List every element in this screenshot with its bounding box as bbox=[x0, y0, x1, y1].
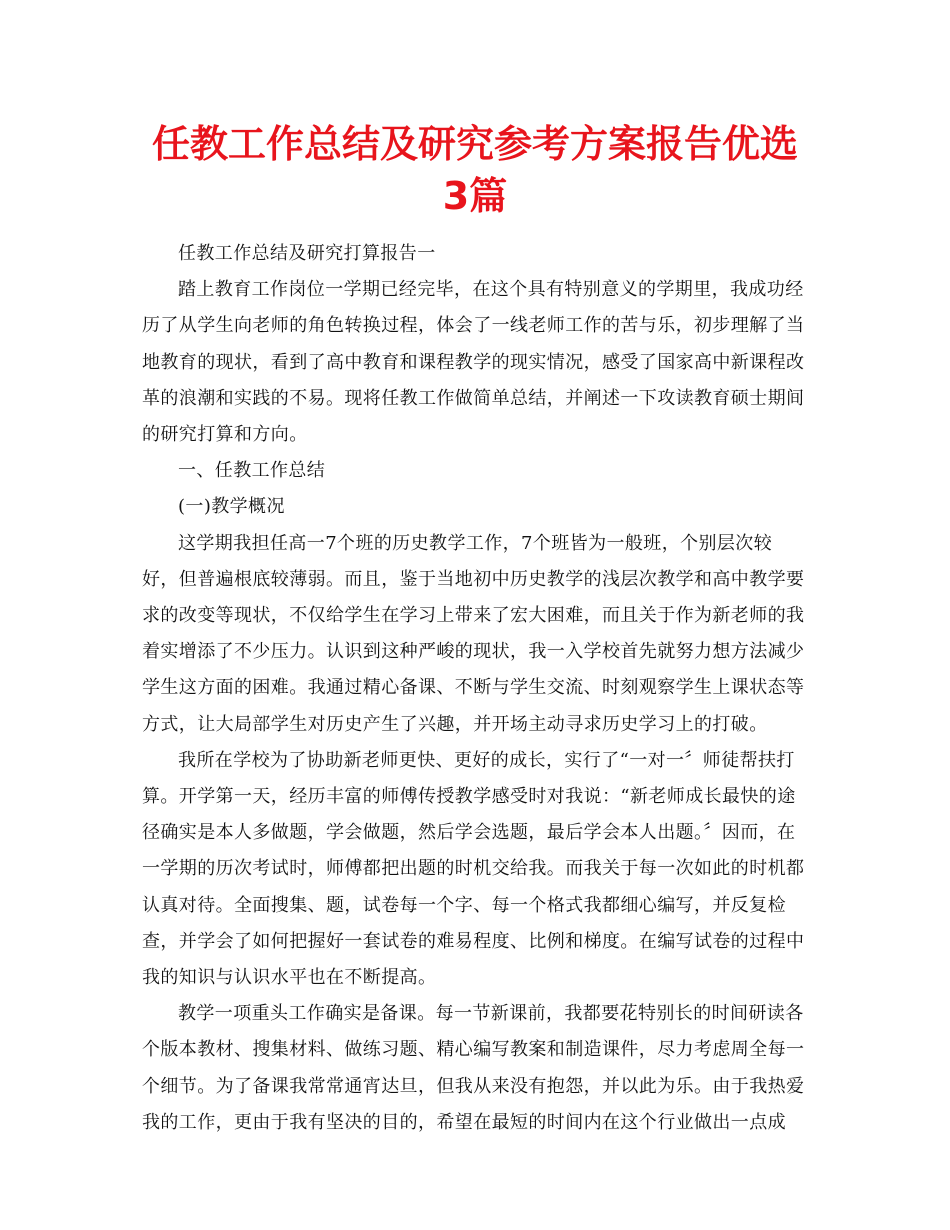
text-line: 踏上教育工作岗位一学期已经完毕，在这个具有特别意义的学期里，我成功经 bbox=[178, 279, 804, 301]
document-body bbox=[142, 236, 810, 1141]
text-line: 一学期的历次考试时，师傅都把出题的时机交给我。而我关于每一次如此的时机都 bbox=[142, 858, 805, 880]
text-line: 地教育的现状，看到了高中教育和课程教学的现实情况，感受了国家高中新课程改 bbox=[142, 351, 805, 373]
text-line: 个细节。为了备课我常常通宵达旦，但我从来没有抱怨，并以此为乐。由于我热爱 bbox=[142, 1075, 805, 1097]
text-line: 好，但普遍根底较薄弱。而且，鉴于当地初中历史教学的浅层次教学和高中教学要 bbox=[142, 568, 805, 590]
text-line: 方式，让大局部学生对历史产生了兴趣，并开场主动寻求历史学习上的打破。 bbox=[142, 713, 768, 735]
document-title: 任教工作总结及研究参考方案报告优选3篇 bbox=[151, 122, 798, 218]
text-line: 我的工作，更由于我有坚决的目的，希望在最短的时间内在这个行业做出一点成 bbox=[142, 1111, 786, 1133]
text-line: 求的改变等现状，不仅给学生在学习上带来了宏大困难，而且关于作为新老师的我 bbox=[142, 605, 805, 627]
text-line: 这学期我担任高一7个班的历史教学工作，7个班皆为一般班，个别层次较 bbox=[178, 532, 773, 554]
text-line: 的研究打算和方向。 bbox=[142, 424, 308, 446]
text-line: 径确实是本人多做题，学会做题，然后学会选题，最后学会本人出题。〞因而，在 bbox=[142, 822, 796, 844]
text-line: 着实增添了不少压力。认识到这种严峻的现状，我一入学校首先就努力想方法减少 bbox=[142, 641, 805, 663]
text-line: (一)教学概况 bbox=[178, 496, 285, 518]
text-line: 历了从学生向老师的角色转换过程，体会了一线老师工作的苦与乐，初步理解了当 bbox=[142, 315, 805, 337]
text-line: 查，并学会了如何把握好一套试卷的难易程度、比例和梯度。在编写试卷的过程中 bbox=[142, 930, 805, 952]
text-line: 任教工作总结及研究打算报告一 bbox=[178, 243, 436, 264]
text-line: 个版本教材、搜集材料、做练习题、精心编写教案和制造课件，尽力考虑周全每一 bbox=[142, 1039, 805, 1061]
text-line: 我的知识与认识水平也在不断提高。 bbox=[142, 967, 437, 989]
text-line: 算。开学第一天，经历丰富的师傅传授教学感受时对我说：“新老师成长最快的途 bbox=[142, 786, 796, 808]
text-line: 认真对待。全面搜集、题，试卷每一个字、每一个格式我都细心编写，并反复检 bbox=[142, 894, 786, 916]
text-line: 革的浪潮和实践的不易。现将任教工作做简单总结，并阐述一下攻读教育硕士期间 bbox=[142, 387, 805, 409]
text-line: 教学一项重头工作确实是备课。每一节新课前，我都要花特别长的时间研读各 bbox=[178, 1003, 804, 1025]
text-line: 我所在学校为了协助新老师更快、更好的成长，实行了“一对一〞师徒帮扶打 bbox=[178, 749, 795, 771]
text-line: 学生这方面的困难。我通过精心备课、不断与学生交流、时刻观察学生上课状态等 bbox=[142, 677, 805, 699]
text-line: 一、任教工作总结 bbox=[178, 460, 326, 482]
